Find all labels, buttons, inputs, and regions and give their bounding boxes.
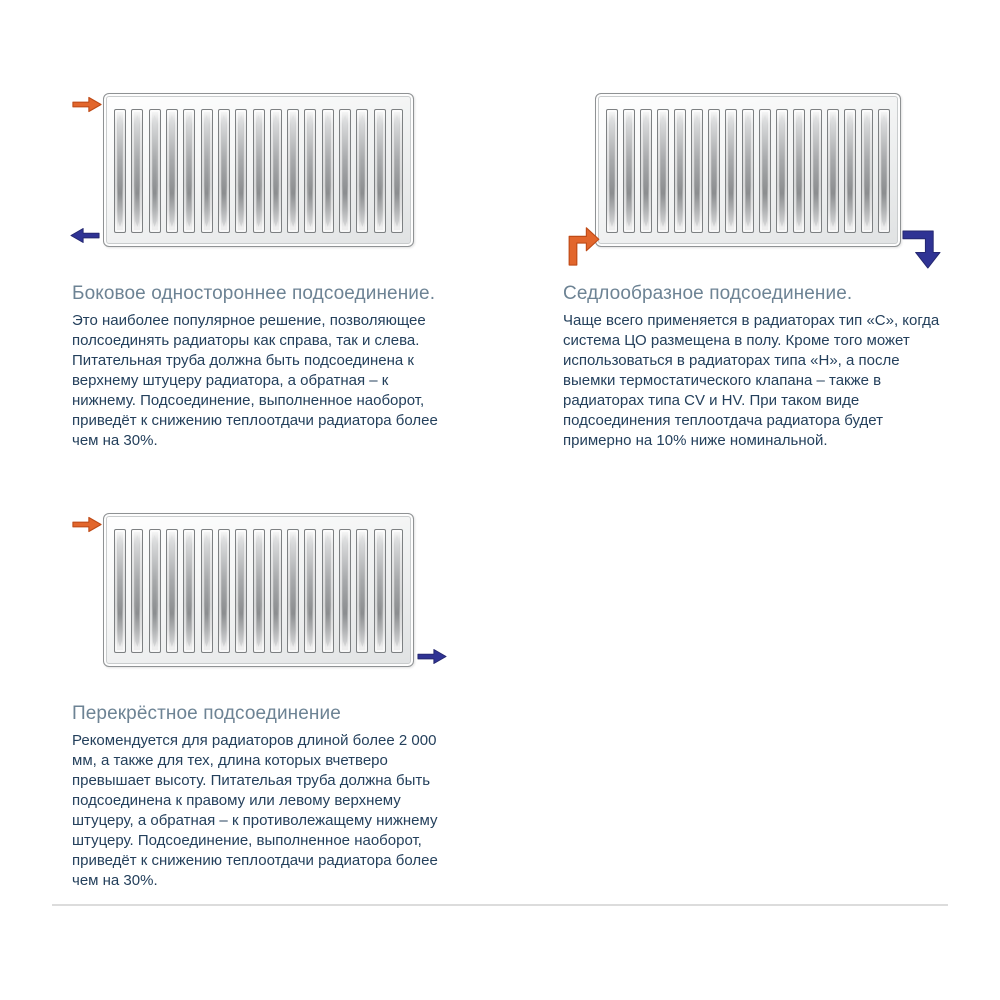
radiator-rib — [218, 529, 230, 653]
radiator-rib — [218, 109, 230, 233]
supply-flow-right-arrow-icon — [72, 516, 102, 533]
radiator-rib — [253, 109, 265, 233]
return-flow-right-arrow-icon — [417, 648, 447, 665]
section-body: Рекомендуется для радиаторов длиной более 2 000 мм, а также для тех, длина которых вчетверо превышает высоту. Питательая труба должна быть подсоединена к правому или левому верхнему штуцеру, а обратная – к противолежащему нижнему штуцеру. Подсоединение, выполненное наоборот, приведёт к снижению теплоотдачи радиатора более чем на 30%. — [72, 732, 438, 889]
radiator-rib — [235, 109, 247, 233]
radiator-rib — [878, 109, 890, 233]
radiator-rib — [391, 529, 403, 653]
radiator-rib — [270, 109, 282, 233]
radiator-image — [595, 93, 901, 247]
section-heading: Седлообразное подсоединение. — [563, 283, 853, 304]
radiator-figure-cross — [103, 513, 414, 667]
radiator-rib — [374, 109, 386, 233]
radiator-rib — [657, 109, 669, 233]
radiator-rib — [235, 529, 247, 653]
radiator-rib — [861, 109, 873, 233]
radiator-rib — [304, 109, 316, 233]
radiator-rib — [606, 109, 618, 233]
radiator-rib — [114, 529, 126, 653]
radiator-rib — [339, 109, 351, 233]
radiator-rib — [827, 109, 839, 233]
radiator-rib — [742, 109, 754, 233]
section-side-one-sided — [72, 93, 563, 451]
radiator-rib — [287, 109, 299, 233]
radiator-rib — [149, 529, 161, 653]
radiator-rib — [339, 529, 351, 653]
empty-cell — [563, 513, 1000, 891]
radiator-rib — [640, 109, 652, 233]
section-saddle — [563, 93, 1000, 451]
radiator-rib — [287, 529, 299, 653]
radiator-rib — [674, 109, 686, 233]
radiator-rib — [356, 529, 368, 653]
section-body: Чаще всего применяется в радиаторах тип «C», когда система ЦО размещена в полу. Кроме того может использоваться в радиаторах типа «H», а после выемки термостатического клапана – также в радиаторах типа CV и HV. При таком виде подсоединения теплоотдача радиатора будет примерно на 10% ниже номинальной. — [563, 312, 940, 449]
radiator-rib — [114, 109, 126, 233]
radiator-rib — [166, 529, 178, 653]
radiator-rib — [149, 109, 161, 233]
radiator-rib — [776, 109, 788, 233]
radiator-rib — [725, 109, 737, 233]
radiator-rib — [253, 529, 265, 653]
radiator-rib — [131, 529, 143, 653]
radiator-rib — [131, 109, 143, 233]
radiator-figure-side-one-sided — [103, 93, 414, 247]
radiator-rib — [322, 529, 334, 653]
radiator-rib — [201, 109, 213, 233]
radiator-rib — [623, 109, 635, 233]
radiator-rib — [374, 529, 386, 653]
section-cross — [72, 513, 563, 891]
radiator-image — [103, 513, 414, 667]
section-body: Это наиболее популярное решение, позволяющее полсоединять радиаторы как справа, так и слева. Питательная труба должна быть подсоединена к верхнему штуцеру радиатора, а обратная – к нижнему. Подсоединение, выполненное наоборот, приведёт к снижению теплоотдачи радиатора более чем на 30%. — [72, 312, 438, 449]
supply-flow-right-arrow-icon — [72, 96, 102, 113]
radiator-rib — [270, 529, 282, 653]
radiator-rib — [759, 109, 771, 233]
radiator-rib — [201, 529, 213, 653]
return-flow-left-arrow-icon — [70, 227, 100, 244]
radiator-rib — [322, 109, 334, 233]
radiator-rib — [708, 109, 720, 233]
supply-flow-up-right-elbow-arrow-icon — [567, 223, 600, 266]
radiator-rib — [793, 109, 805, 233]
radiator-rib — [356, 109, 368, 233]
radiator-rib — [304, 529, 316, 653]
radiator-rib — [810, 109, 822, 233]
radiator-rib — [166, 109, 178, 233]
radiator-rib — [691, 109, 703, 233]
return-flow-right-down-elbow-arrow-icon — [902, 229, 941, 270]
bottom-divider — [52, 904, 948, 906]
radiator-figure-saddle — [595, 93, 901, 247]
radiator-rib — [391, 109, 403, 233]
radiator-rib — [844, 109, 856, 233]
radiator-image — [103, 93, 414, 247]
radiator-rib — [183, 109, 195, 233]
section-heading: Перекрёстное подсоединение — [72, 703, 341, 724]
radiator-rib — [183, 529, 195, 653]
section-heading: Боковое одностороннее подсоединение. — [72, 283, 436, 304]
